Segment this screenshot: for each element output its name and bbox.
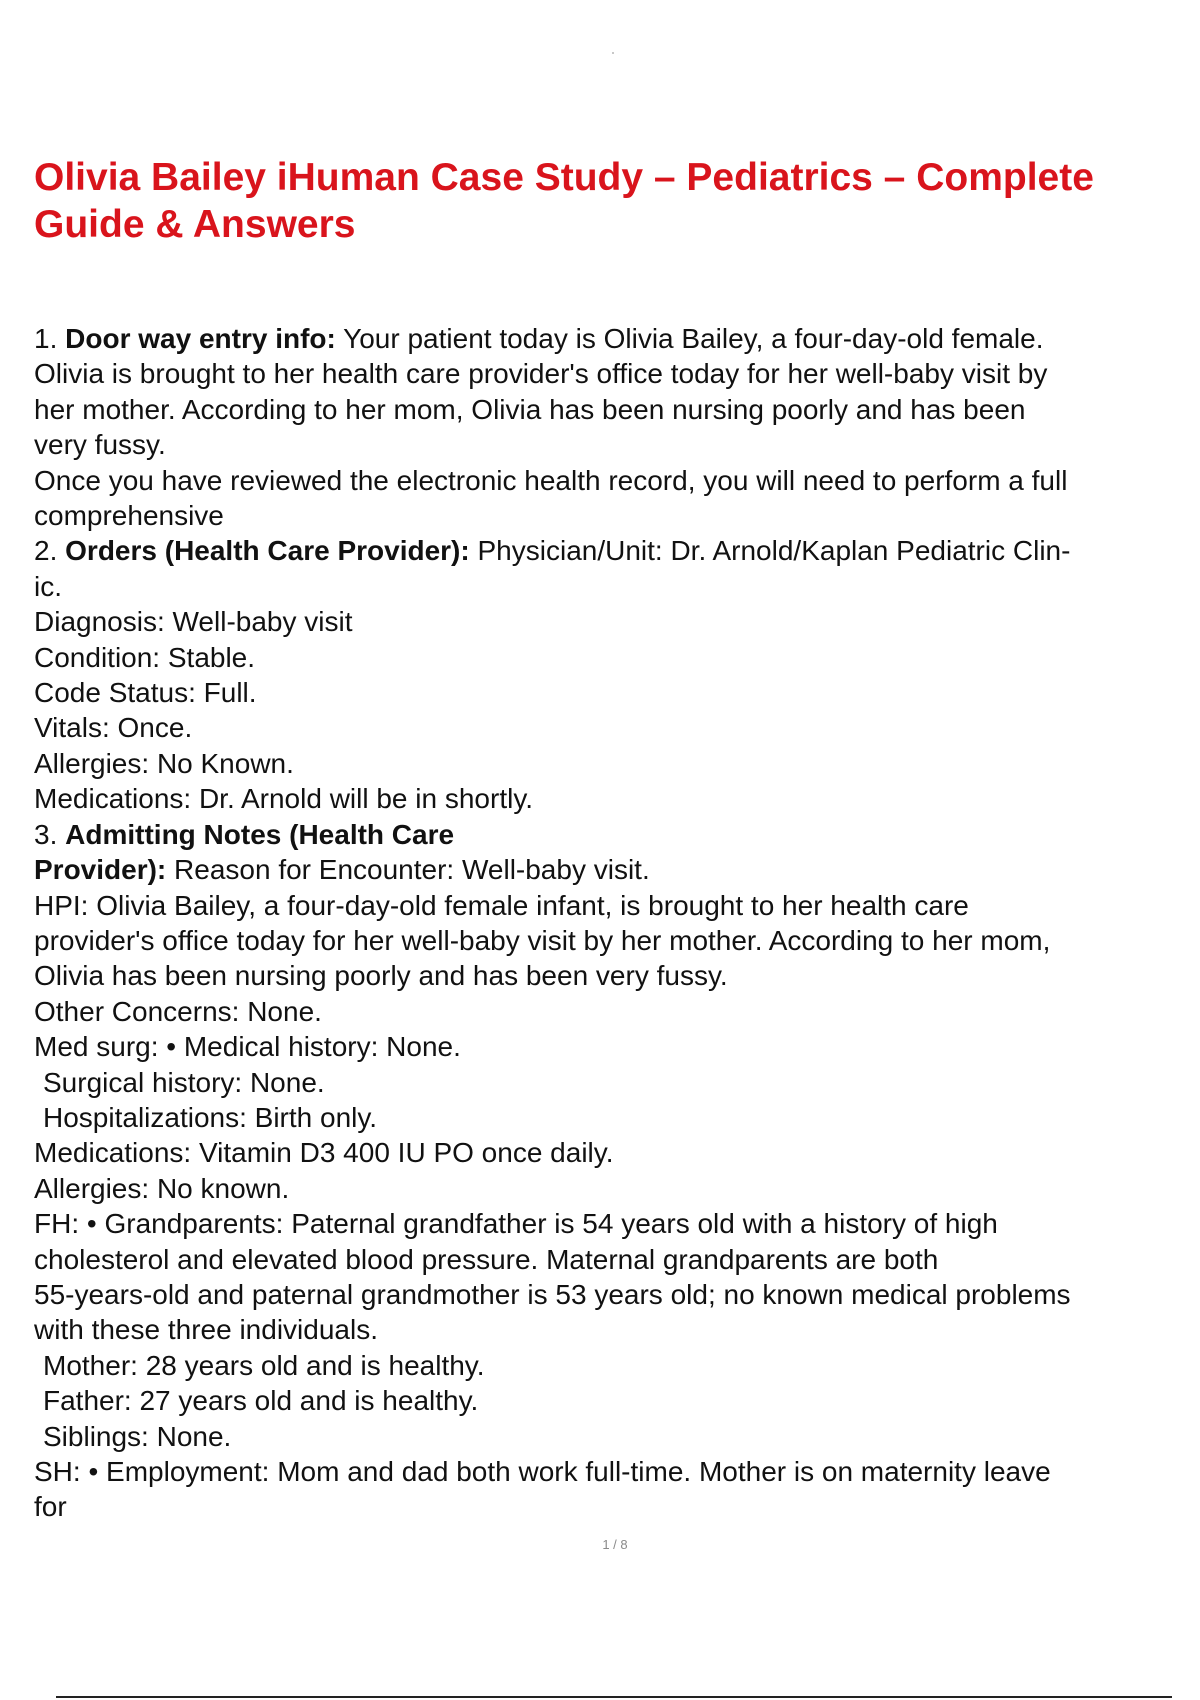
text-line: comprehensive: [34, 500, 224, 532]
text-line: [34, 817, 1194, 852]
text-line: Father: 27 years old and is healthy.: [43, 1385, 479, 1417]
section-label: Admitting Notes (Health Care: [65, 818, 455, 850]
text-fragment: Reason for Encounter: Well-baby visit.: [174, 854, 650, 886]
text-line: Siblings: None.: [43, 1420, 232, 1452]
text-line: Med surg: • Medical history: None.: [34, 1031, 461, 1063]
text-line: ic.: [34, 570, 62, 602]
text-line: very fussy.: [34, 429, 166, 461]
text-line: Code Status: Full.: [34, 677, 257, 709]
text-line: her mother. According to her mom, Olivia has been nursing poorly and has been: [34, 393, 1026, 425]
text-line: Surgical history: None.: [43, 1066, 325, 1098]
text-line: [34, 321, 1194, 356]
text-line: Mother: 28 years old and is healthy.: [43, 1349, 485, 1381]
text-line: Diagnosis: Well-baby visit: [34, 606, 353, 638]
section-label: Door way entry info:: [65, 323, 336, 354]
text-fragment: Physician/Unit: Dr. Arnold/Kaplan Pediatric Clin-: [477, 535, 1071, 567]
section-label: Orders (Health Care Provider):: [65, 535, 470, 567]
text-line: Olivia is brought to her health care provider's office today for her well-baby visit by: [34, 358, 1048, 390]
page-number: 1 / 8: [602, 1537, 628, 1552]
text-line: 55-years-old and paternal grandmother is 53 years old; no known medical problems: [34, 1278, 1071, 1310]
document-body: [34, 321, 1194, 1525]
section-number: 3.: [34, 818, 58, 850]
text-line: provider's office today for her well-baby visit by her mother. According to her mom,: [34, 924, 1051, 956]
text-line: HPI: Olivia Bailey, a four-day-old female infant, is brought to her health care: [34, 889, 969, 921]
text-line: Vitals: Once.: [34, 712, 193, 744]
text-line: Other Concerns: None.: [34, 995, 322, 1027]
text-line: [34, 852, 1194, 887]
text-line: FH: • Grandparents: Paternal grandfather is 54 years old with a history of high: [34, 1208, 998, 1240]
text-line: SH: • Employment: Mom and dad both work full-time. Mother is on maternity leave: [34, 1456, 1051, 1487]
bottom-divider: [56, 1696, 1172, 1698]
section-number: 2.: [34, 535, 58, 567]
text-line: Medications: Vitamin D3 400 IU PO once daily.: [34, 1137, 614, 1169]
text-line: Medications: Dr. Arnold will be in shortly.: [34, 783, 534, 815]
text-line: Olivia has been nursing poorly and has been very fussy.: [34, 960, 728, 992]
text-line: with these three individuals.: [34, 1314, 378, 1346]
text-line: [34, 533, 1194, 568]
section-number: 1.: [34, 323, 58, 354]
text-line: Allergies: No Known.: [34, 747, 294, 779]
scan-speck: [612, 52, 614, 54]
text-line: Condition: Stable.: [34, 641, 256, 673]
text-fragment: Your patient today is Olivia Bailey, a four-day-old female.: [343, 323, 1044, 354]
text-line: Allergies: No known.: [34, 1172, 290, 1204]
section-label: Provider):: [34, 854, 167, 886]
text-line: cholesterol and elevated blood pressure. Maternal grandparents are both: [34, 1243, 939, 1275]
document-title: Olivia Bailey iHuman Case Study – Pediatrics – Complete Guide & Answers: [34, 156, 1094, 246]
text-line: Once you have reviewed the electronic health record, you will need to perform a full: [34, 464, 1068, 496]
text-line: for: [34, 1491, 67, 1523]
text-line: Hospitalizations: Birth only.: [43, 1101, 378, 1133]
